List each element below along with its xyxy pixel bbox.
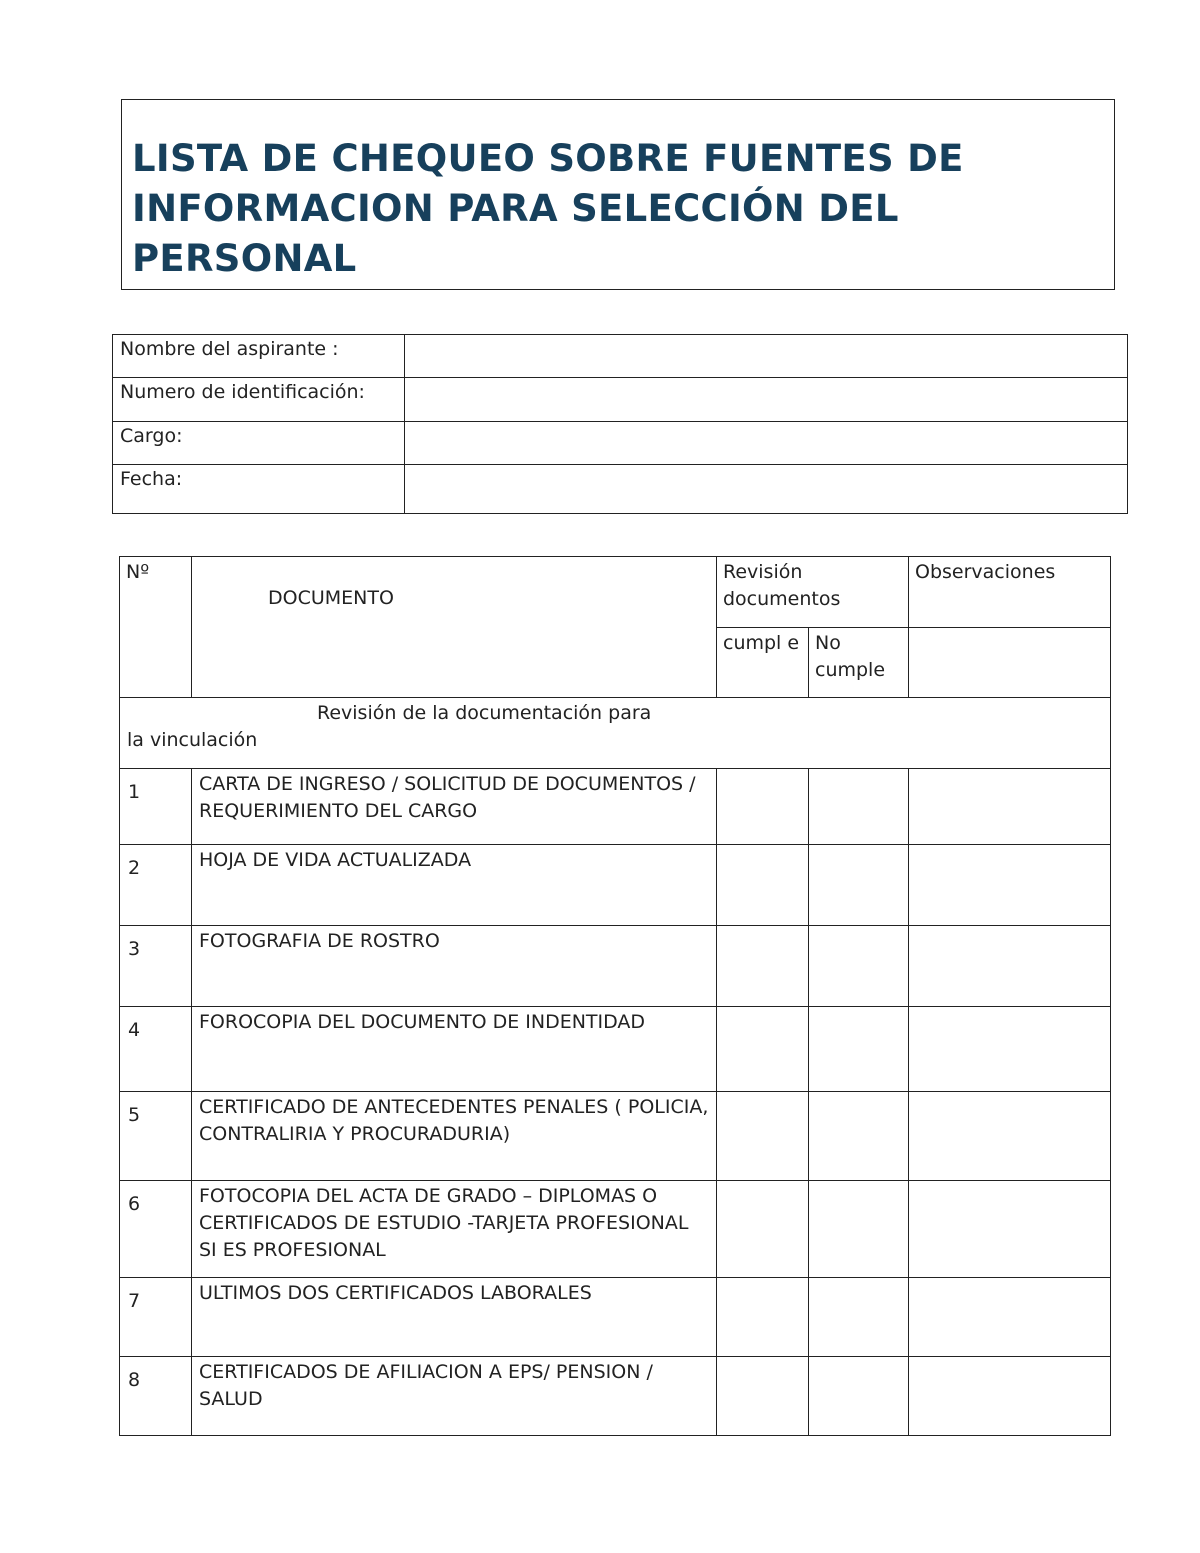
item-number: 1 [120, 769, 192, 845]
item-document: FOROCOPIA DEL DOCUMENTO DE INDENTIDAD [192, 1007, 717, 1092]
info-row [113, 335, 1128, 378]
observations-cell[interactable] [909, 1181, 1111, 1278]
section-title-line2: la vinculación [127, 729, 258, 751]
item-document: FOTOCOPIA DEL ACTA DE GRADO – DIPLOMAS O CERTIFICADOS DE ESTUDIO -TARJETA PROFESIONAL SI ES PROFESIONAL [192, 1181, 717, 1278]
not-complies-cell[interactable] [809, 926, 909, 1007]
item-number: 7 [120, 1278, 192, 1357]
not-complies-cell[interactable] [809, 769, 909, 845]
not-complies-cell[interactable] [809, 1278, 909, 1357]
complies-cell[interactable] [717, 1181, 809, 1278]
applicant-info-table [112, 334, 1128, 514]
observations-subheader [909, 628, 1111, 698]
item-number: 8 [120, 1357, 192, 1436]
observations-cell[interactable] [909, 1278, 1111, 1357]
info-row [113, 378, 1128, 422]
table-row [120, 769, 1111, 845]
number-header: Nº [120, 557, 192, 698]
complies-cell[interactable] [717, 769, 809, 845]
review-header: Revisión documentos [717, 557, 909, 628]
section-title [120, 698, 1111, 769]
observations-cell[interactable] [909, 1007, 1111, 1092]
document-checklist-table [119, 556, 1111, 1436]
observations-cell[interactable] [909, 769, 1111, 845]
header-row [120, 557, 1111, 628]
complies-cell[interactable] [717, 845, 809, 926]
not-complies-cell[interactable] [809, 1007, 909, 1092]
item-document: ULTIMOS DOS CERTIFICADOS LABORALES [192, 1278, 717, 1357]
info-value-field[interactable] [405, 335, 1128, 378]
info-label: Numero de identificación: [113, 378, 405, 422]
title-box [121, 99, 1115, 290]
not-complies-cell[interactable] [809, 845, 909, 926]
not-complies-cell[interactable] [809, 1181, 909, 1278]
info-label: Nombre del aspirante : [113, 335, 405, 378]
item-document: CERTIFICADOS DE AFILIACION A EPS/ PENSION / SALUD [192, 1357, 717, 1436]
table-row [120, 845, 1111, 926]
observations-cell[interactable] [909, 926, 1111, 1007]
observations-cell[interactable] [909, 1357, 1111, 1436]
info-value-field[interactable] [405, 465, 1128, 514]
observations-header: Observaciones [909, 557, 1111, 628]
not-complies-cell[interactable] [809, 1357, 909, 1436]
section-title-line1: Revisión de la documentación para [317, 702, 652, 724]
info-label: Fecha: [113, 465, 405, 514]
document-header: DOCUMENTO [192, 557, 717, 698]
item-document: FOTOGRAFIA DE ROSTRO [192, 926, 717, 1007]
item-number: 3 [120, 926, 192, 1007]
observations-cell[interactable] [909, 845, 1111, 926]
table-row [120, 926, 1111, 1007]
info-row [113, 465, 1128, 514]
complies-cell[interactable] [717, 1092, 809, 1181]
info-row [113, 422, 1128, 465]
page-title: LISTA DE CHEQUEO SOBRE FUENTES DE INFORMACION PARA SELECCIÓN DEL PERSONAL [132, 137, 964, 280]
info-label: Cargo: [113, 422, 405, 465]
item-number: 4 [120, 1007, 192, 1092]
complies-cell[interactable] [717, 1007, 809, 1092]
item-number: 6 [120, 1181, 192, 1278]
info-value-field[interactable] [405, 422, 1128, 465]
table-row [120, 1181, 1111, 1278]
item-document: CERTIFICADO DE ANTECEDENTES PENALES ( POLICIA, CONTRALIRIA Y PROCURADURIA) [192, 1092, 717, 1181]
not-complies-cell[interactable] [809, 1092, 909, 1181]
table-row [120, 1007, 1111, 1092]
observations-cell[interactable] [909, 1092, 1111, 1181]
complies-header: cumpl e [717, 628, 809, 698]
table-row [120, 1092, 1111, 1181]
info-value-field[interactable] [405, 378, 1128, 422]
item-document: CARTA DE INGRESO / SOLICITUD DE DOCUMENTOS / REQUERIMIENTO DEL CARGO [192, 769, 717, 845]
table-row [120, 1357, 1111, 1436]
item-number: 2 [120, 845, 192, 926]
item-document: HOJA DE VIDA ACTUALIZADA [192, 845, 717, 926]
complies-cell[interactable] [717, 1357, 809, 1436]
not-complies-header: No cumple [809, 628, 909, 698]
item-number: 5 [120, 1092, 192, 1181]
table-row [120, 1278, 1111, 1357]
complies-cell[interactable] [717, 926, 809, 1007]
section-row [120, 698, 1111, 769]
complies-cell[interactable] [717, 1278, 809, 1357]
